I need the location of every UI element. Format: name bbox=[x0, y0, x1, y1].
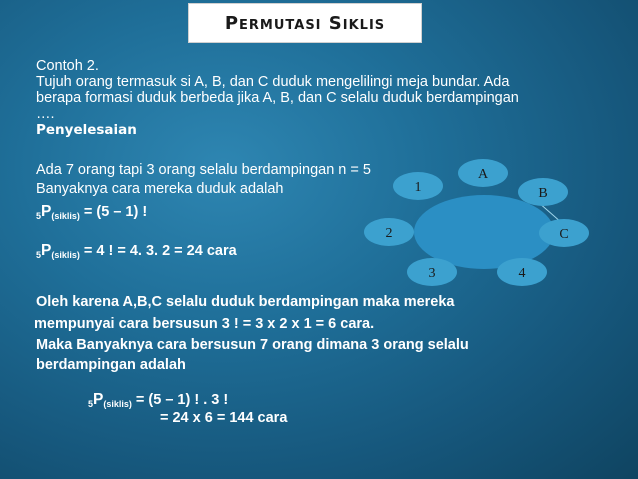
seat-1 bbox=[393, 172, 443, 200]
conclusion-line-2: mempunyai cara bersusun 3 ! = 3 x 2 x 1 = 6 cara. bbox=[34, 316, 375, 332]
conclusion-line-4: berdampingan adalah bbox=[36, 357, 186, 373]
slide-title: Permutasi Siklis bbox=[188, 3, 422, 43]
formula-3: $_5P_{(siklis)} = (5 - 1)$ ! . 3 ! bbox=[88, 391, 229, 409]
seat-3 bbox=[407, 258, 457, 286]
seat-2 bbox=[364, 218, 414, 246]
svg-text:3: 3 bbox=[428, 266, 436, 281]
solution-label: Penyelesaian bbox=[36, 122, 137, 138]
line-ways: Banyaknya cara mereka duduk adalah bbox=[36, 181, 284, 197]
conclusion-line-3: Maka Banyaknya cara bersusun 7 orang dimana 3 orang selalu bbox=[36, 337, 469, 353]
svg-text:B: B bbox=[538, 186, 548, 201]
svg-text:A: A bbox=[477, 167, 489, 182]
svg-text:1: 1 bbox=[414, 180, 422, 195]
svg-text:C: C bbox=[559, 227, 569, 242]
seat-a bbox=[458, 159, 508, 187]
round-table bbox=[414, 195, 554, 269]
seat-b bbox=[518, 178, 568, 206]
seat-c bbox=[539, 219, 589, 247]
svg-text:4: 4 bbox=[518, 266, 526, 281]
formula-3-line-2: = 24 x 6 = 144 cara bbox=[160, 410, 288, 426]
formula-1: $_5P_{(siklis)} = (5 - 1)$ ! bbox=[36, 203, 148, 221]
question-line-2: berapa formasi duduk berbeda jika A, B, dan C selalu duduk berdampingan bbox=[36, 90, 519, 106]
svg-text:2: 2 bbox=[385, 226, 393, 241]
question-line-1: Tujuh orang termasuk si A, B, dan C duduk mengelilingi meja bundar. Ada bbox=[36, 74, 510, 90]
example-label: Contoh 2. bbox=[36, 58, 99, 74]
line-n: Ada 7 orang tapi 3 orang selalu berdampingan n = 5 bbox=[36, 162, 371, 178]
question-line-3: …. bbox=[36, 106, 55, 122]
conclusion-line-1: Oleh karena A,B,C selalu duduk berdampingan maka mereka bbox=[36, 294, 455, 310]
formula-2: $_5P_{(siklis)} = 4$ ! = 4. 3. 2 = 24 cara bbox=[36, 242, 237, 260]
seat-4 bbox=[497, 258, 547, 286]
